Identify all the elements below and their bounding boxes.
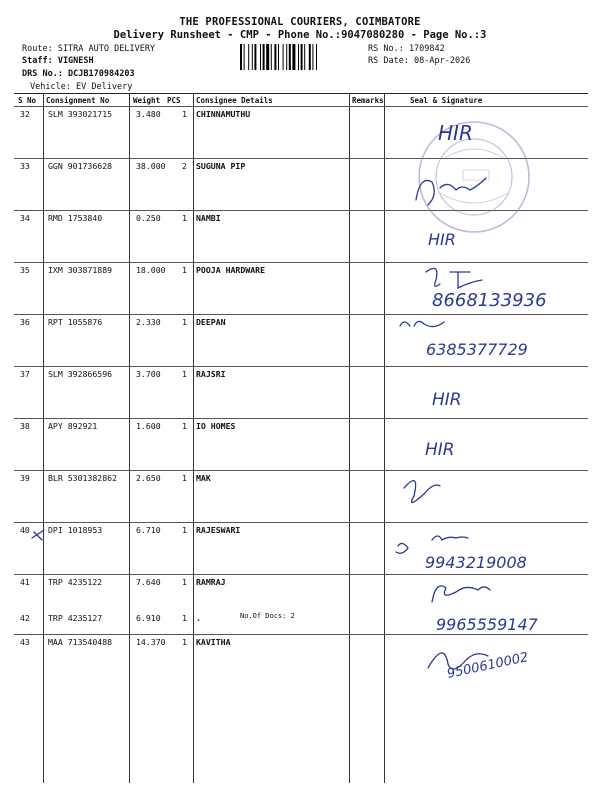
row-sno: 36 [20,317,30,327]
column-divider [384,93,385,783]
row-weight: 38.000 [136,161,166,171]
row-separator [14,470,588,471]
row-consignee: RAJSRI [196,369,226,379]
row-pcs: 1 [182,213,187,223]
row-consignee: KAVITHA [196,637,231,647]
row-weight: 7.640 [136,577,161,587]
row-separator [14,574,588,575]
row-weight: 2.330 [136,317,161,327]
column-divider [349,93,350,783]
handwritten-hir: HIR [432,390,462,410]
row-separator [14,366,588,367]
row-pcs: 2 [182,161,187,171]
column-divider [193,93,194,783]
row-weight: 3.700 [136,369,161,379]
table-row [14,473,588,485]
staff-label: Staff: VIGNESH [22,56,94,66]
table-row [14,421,588,433]
row-separator [14,106,588,107]
company-seal-stamp [415,118,533,236]
table-top-rule [14,93,588,94]
row-pcs: 1 [182,265,187,275]
vehicle-label: Vehicle: EV Delivery [30,82,133,92]
row-consignee: CHINNAMUTHU [196,109,251,119]
column-divider [129,93,130,783]
row-consignee: . [196,613,201,623]
signature-row-40 [396,536,468,553]
row-consignment-number: SLM 392866596 [48,369,113,379]
row-weight: 1.600 [136,421,161,431]
handwritten-phone: 9500610002 [445,650,530,682]
row-pcs: 1 [182,613,187,623]
row-consignment-number: SLM 393021715 [48,109,113,119]
row-pcs: 1 [182,637,187,647]
column-divider [43,93,44,783]
table-row [14,265,588,277]
row-consignee: SUGUNA PIP [196,161,246,171]
row-sno: 38 [20,421,30,431]
col-seal: Seal & Signature [410,96,483,105]
handwritten-hir: HIR [438,121,473,145]
row-sno: 32 [20,109,30,119]
col-consignee: Consignee Details [196,96,273,105]
row-consignment-number: RMD 1753840 [48,213,103,223]
row-sno: 39 [20,473,30,483]
row-pcs: 1 [182,473,187,483]
table-row [14,637,588,649]
rs-number: RS No.: 1709842 [368,44,445,54]
row-weight: 2.650 [136,473,161,483]
row-pcs: 1 [182,369,187,379]
row-sno: 35 [20,265,30,275]
row-sno: 43 [20,637,30,647]
row-pcs: 1 [182,421,187,431]
row-consignee: POOJA HARDWARE [196,265,266,275]
row-pcs: 1 [182,109,187,119]
row-weight: 0.250 [136,213,161,223]
row-sno: 40 [20,525,30,535]
barcode-image [240,44,364,70]
handwritten-phone: 9943219008 [425,553,527,572]
route-label: Route: SITRA AUTO DELIVERY [22,44,156,54]
row-pcs: 1 [182,317,187,327]
table-row [14,369,588,381]
table-row [14,525,588,537]
table-row [14,613,588,625]
col-weight: Weight [133,96,161,105]
col-consignment: Consignment No [46,96,110,105]
col-remarks: Remarks [352,96,384,105]
row-sno: 33 [20,161,30,171]
row-consignee: MAK [196,473,211,483]
row-consignment-number: RPT 1055876 [48,317,103,327]
handwritten-hir: HIR [428,230,456,249]
row-separator [14,314,588,315]
handwritten-phone: 8668133936 [432,290,547,311]
signature-row-43 [428,653,488,669]
row-separator [14,634,588,635]
handwritten-phone: 6385377729 [426,340,528,359]
row-consignee: DEEPAN [196,317,226,327]
docs-count-note: No.Of Docs: 2 [240,612,295,620]
row-weight: 14.370 [136,637,166,647]
row-sno: 37 [20,369,30,379]
row-consignment-number: DPI 1018953 [48,525,103,535]
row-consignment-number: APY 892921 [48,421,98,431]
table-row [14,577,588,589]
row-pcs: 1 [182,525,187,535]
drs-number: DRS No.: DCJB170984203 [22,69,135,79]
row-sno: 34 [20,213,30,223]
row-consignment-number: TRP 4235122 [48,577,103,587]
row-consignment-number: IXM 303871889 [48,265,113,275]
row-weight: 18.000 [136,265,166,275]
row-sno: 41 [20,577,30,587]
handwritten-phone: 9965559147 [436,615,538,634]
row-separator [14,418,588,419]
row-weight: 6.910 [136,613,161,623]
rs-date: RS Date: 08-Apr-2026 [368,56,471,66]
row-consignment-number: GGN 901736628 [48,161,113,171]
row-consignment-number: TRP 4235127 [48,613,103,623]
row-consignee: RAMRAJ [196,577,226,587]
row-consignment-number: MAA 713540488 [48,637,113,647]
row-consignment-number: BLR 5301382862 [48,473,118,483]
handwritten-hir: HIR [425,440,455,460]
document-subtitle: Delivery Runsheet - CMP - Phone No.:9047080280 - Page No.:3 [113,29,487,41]
row-separator [14,262,588,263]
row-consignee: IO HOMES [196,421,236,431]
row-consignee: NAMBI [196,213,221,223]
row-sno: 42 [20,613,30,623]
row-weight: 3.480 [136,109,161,119]
row-separator [14,522,588,523]
row-pcs: 1 [182,577,187,587]
table-row [14,317,588,329]
document-title: THE PROFESSIONAL COURIERS, COIMBATORE [179,16,421,28]
row-weight: 6.710 [136,525,161,535]
row-consignee: RAJESWARI [196,525,241,535]
col-sno: S No [18,96,37,105]
col-pcs: PCS [167,96,181,105]
